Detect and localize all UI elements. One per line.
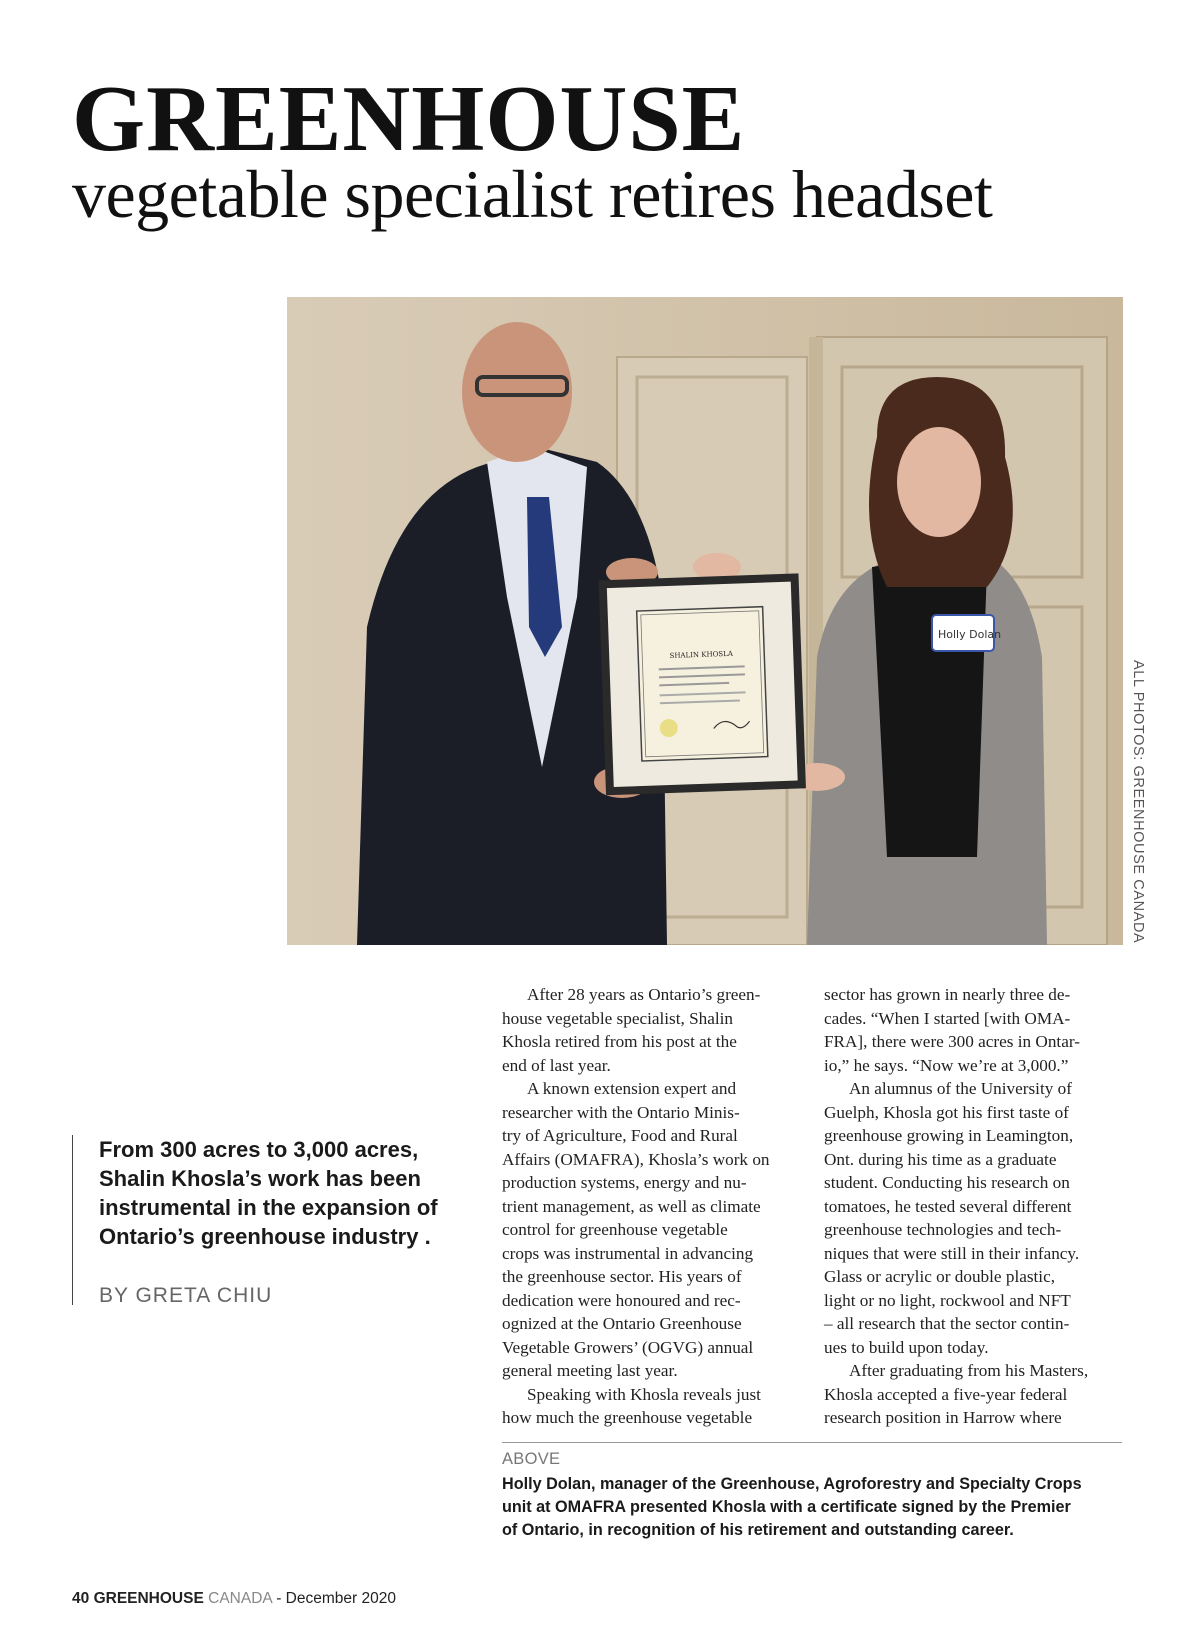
text-line: Vegetable Growers’ (OGVG) annual <box>502 1337 754 1357</box>
caption-line: of Ontario, in recognition of his retirement and outstanding career. <box>502 1521 1014 1539</box>
page-footer <box>72 1590 396 1608</box>
text-line: tomatoes, he tested several different <box>824 1196 1072 1216</box>
text-line: control for greenhouse vegetable <box>502 1220 728 1239</box>
deck-block <box>72 1135 472 1305</box>
text-line: trient management, as well as climate <box>502 1196 761 1216</box>
text-line: ues to build upon today. <box>824 1337 989 1357</box>
text-line: dedication were honoured and rec- <box>502 1290 741 1310</box>
text-line: Affairs (OMAFRA), Khosla’s work on <box>502 1149 770 1169</box>
text-line: cades. “When I started [with OMA- <box>824 1008 1071 1028</box>
text-line: researcher with the Ontario Minis- <box>502 1102 740 1122</box>
text-line: An alumnus of the University of <box>849 1079 1072 1098</box>
headline-kicker: GREENHOUSE <box>72 67 746 171</box>
paragraph <box>824 1359 1114 1430</box>
caption-divider <box>502 1442 1122 1443</box>
photo-caption <box>502 1473 1127 1542</box>
text-line: FRA], there were 300 acres in Ontar- <box>824 1032 1080 1051</box>
text-line: – all research that the sector contin- <box>824 1314 1070 1333</box>
text-line: student. Conducting his research on <box>824 1173 1070 1192</box>
caption-line: Holly Dolan, manager of the Greenhouse, Agroforestry and Specialty Crops <box>502 1475 1082 1493</box>
text-line: sector has grown in nearly three de- <box>824 985 1071 1004</box>
article-photo <box>287 297 1123 945</box>
paragraph <box>502 1383 792 1430</box>
text-line: try of Agriculture, Food and Rural <box>502 1126 738 1145</box>
body-column-1 <box>502 983 792 1430</box>
text-line: Guelph, Khosla got his first taste of <box>824 1102 1069 1122</box>
text-line: general meeting last year. <box>502 1361 678 1380</box>
text-line: After 28 years as Ontario’s green- <box>527 985 761 1004</box>
text-line: end of last year. <box>502 1055 611 1075</box>
photo-credit <box>1128 660 1148 945</box>
paragraph <box>824 983 1114 1077</box>
caption-label: ABOVE <box>502 1450 561 1468</box>
text-line: production systems, energy and nu- <box>502 1173 747 1192</box>
text-line: how much the greenhouse vegetable <box>502 1408 753 1427</box>
issue-date: - December 2020 <box>276 1590 396 1607</box>
text-line: Khosla retired from his post at the <box>502 1032 737 1051</box>
text-line: Speaking with Khosla reveals just <box>527 1384 761 1404</box>
magazine-name: GREENHOUSE <box>93 1590 204 1607</box>
text-line: the greenhouse sector. His years of <box>502 1267 742 1286</box>
magazine-name-light: CANADA <box>208 1590 272 1607</box>
paragraph <box>824 1077 1114 1359</box>
photo-credit-text: ALL PHOTOS: GREENHOUSE CANADA <box>1130 660 1146 944</box>
photo-illustration <box>287 297 1123 945</box>
text-line: light or no light, rockwool and NFT <box>824 1290 1071 1310</box>
text-line: greenhouse growing in Leamington, <box>824 1126 1074 1145</box>
paragraph <box>502 1077 792 1383</box>
caption-line: unit at OMAFRA presented Khosla with a certificate signed by the Premier <box>502 1498 1071 1516</box>
text-line: niques that were still in their infancy. <box>824 1243 1080 1263</box>
page-number: 40 <box>72 1590 90 1607</box>
body-column-2 <box>824 983 1114 1430</box>
text-line: crops was instrumental in advancing <box>502 1243 754 1263</box>
text-line: Glass or acrylic or double plastic, <box>824 1267 1056 1286</box>
text-line: After graduating from his Masters, <box>849 1361 1089 1380</box>
text-line: research position in Harrow where <box>824 1408 1062 1427</box>
text-line: house vegetable specialist, Shalin <box>502 1008 734 1028</box>
text-line: Khosla accepted a five-year federal <box>824 1384 1068 1404</box>
text-line: io,” he says. “Now we’re at 3,000.” <box>824 1055 1069 1075</box>
text-line: Ont. during his time as a graduate <box>824 1149 1057 1169</box>
paragraph <box>502 983 792 1077</box>
headline-subtitle: vegetable specialist retires headset <box>72 156 993 232</box>
name-tag: Holly Dolan <box>938 628 1002 641</box>
byline: BY GRETA CHIU <box>99 1284 273 1307</box>
certificate-name: SHALIN KHOSLA <box>669 649 733 660</box>
text-line: greenhouse technologies and tech- <box>824 1220 1062 1239</box>
text-line: A known extension expert and <box>527 1079 737 1098</box>
deck-text: From 300 acres to 3,000 acres, Shalin Khosla’s work has been instrumental in the expansion of Ontario’s greenhouse industry . <box>99 1137 438 1249</box>
text-line: ognized at the Ontario Greenhouse <box>502 1314 742 1333</box>
